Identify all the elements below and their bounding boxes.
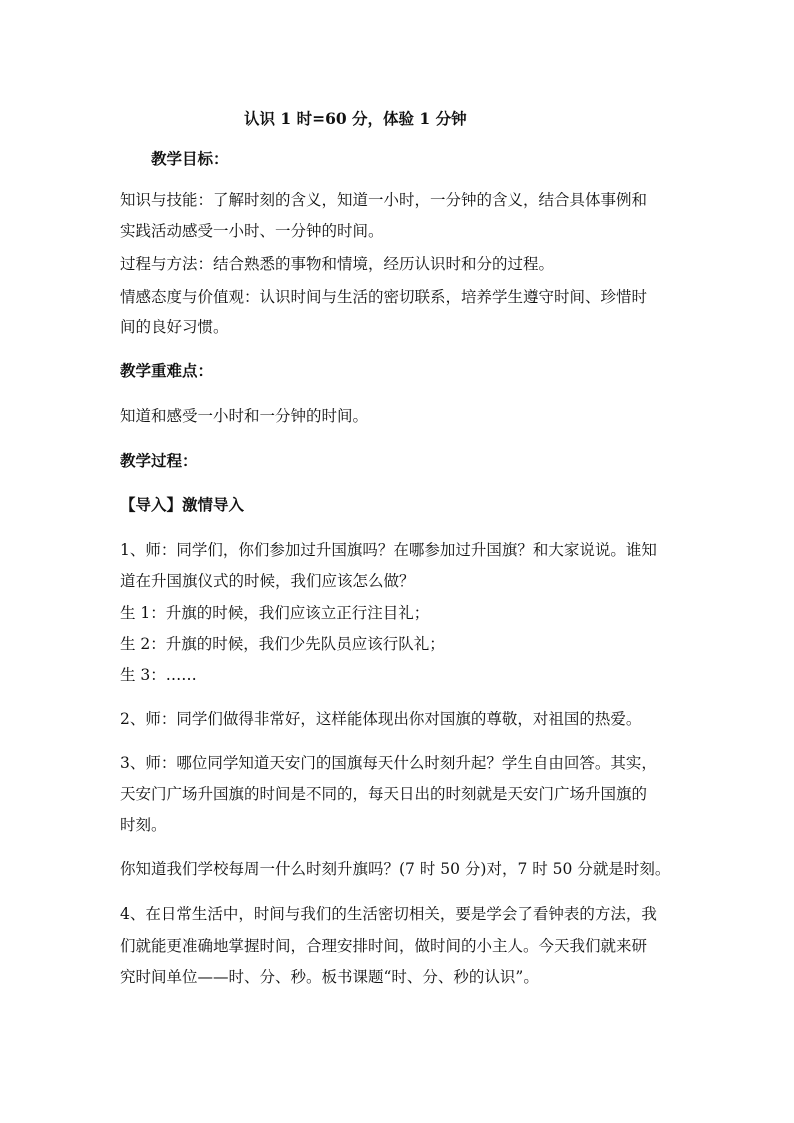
- document-title: 认识 1 时=60 分，体验 1 分钟: [244, 109, 467, 128]
- process-method-line: 过程与方法：结合熟悉的事物和情境，经历认识时和分的过程。: [120, 255, 555, 273]
- key-points-heading: 教学重难点：: [120, 361, 214, 380]
- emotion-values-line-2: 间的良好习惯。: [120, 318, 229, 336]
- item-4-line-2: 们就能更准确地掌握时间，合理安排时间，做时间的小主人。今天我们就来研: [120, 937, 648, 955]
- item-1-line-2: 道在升国旗仪式的时候，我们应该怎么做？: [120, 572, 415, 590]
- intro-heading: 【导入】激情导入: [120, 495, 245, 514]
- student-answer-2: 生 2：升旗的时候，我们少先队员应该行队礼；: [120, 635, 445, 653]
- student-answer-1: 生 1：升旗的时候，我们应该立正行注目礼；: [120, 604, 430, 622]
- student-answer-3: 生 3：……: [120, 666, 197, 684]
- item-3-line-1: 3、师：哪位同学知道天安门的国旗每天什么时刻升起？学生自由回答。其实，: [120, 754, 657, 772]
- item-1-line-1: 1、师：同学们，你们参加过升国旗吗？在哪参加过升国旗？和大家说说。谁知: [120, 541, 657, 559]
- item-4-line-1: 4、在日常生活中，时间与我们的生活密切相关，要是学会了看钟表的方法，我: [120, 905, 657, 923]
- objectives-heading: 教学目标：: [151, 149, 229, 168]
- item-3-line-3: 时刻。: [120, 816, 167, 834]
- emotion-values-line-1: 情感态度与价值观：认识时间与生活的密切联系，培养学生遵守时间、珍惜时: [120, 288, 648, 306]
- item-2-text: 2、师：同学们做得非常好，这样能体现出你对国旗的尊敬，对祖国的热爱。: [120, 710, 642, 728]
- item-4-line-3: 究时间单位——时、分、秒。板书课题“时、分、秒的认识”。: [120, 968, 539, 986]
- knowledge-skills-line-2: 实践活动感受一小时、一分钟的时间。: [120, 222, 384, 240]
- item-3-line-2: 天安门广场升国旗的时间是不同的，每天日出的时刻就是天安门广场升国旗的: [120, 785, 648, 803]
- key-points-text: 知道和感受一小时和一分钟的时间。: [120, 407, 369, 425]
- process-heading: 教学过程：: [120, 451, 198, 470]
- knowledge-skills-line-1: 知识与技能：了解时刻的含义，知道一小时，一分钟的含义，结合具体事例和: [120, 191, 648, 209]
- school-question-text: 你知道我们学校每周一什么时刻升旗吗？(7 时 50 分)对，7 时 50 分就是时刻。: [120, 860, 671, 878]
